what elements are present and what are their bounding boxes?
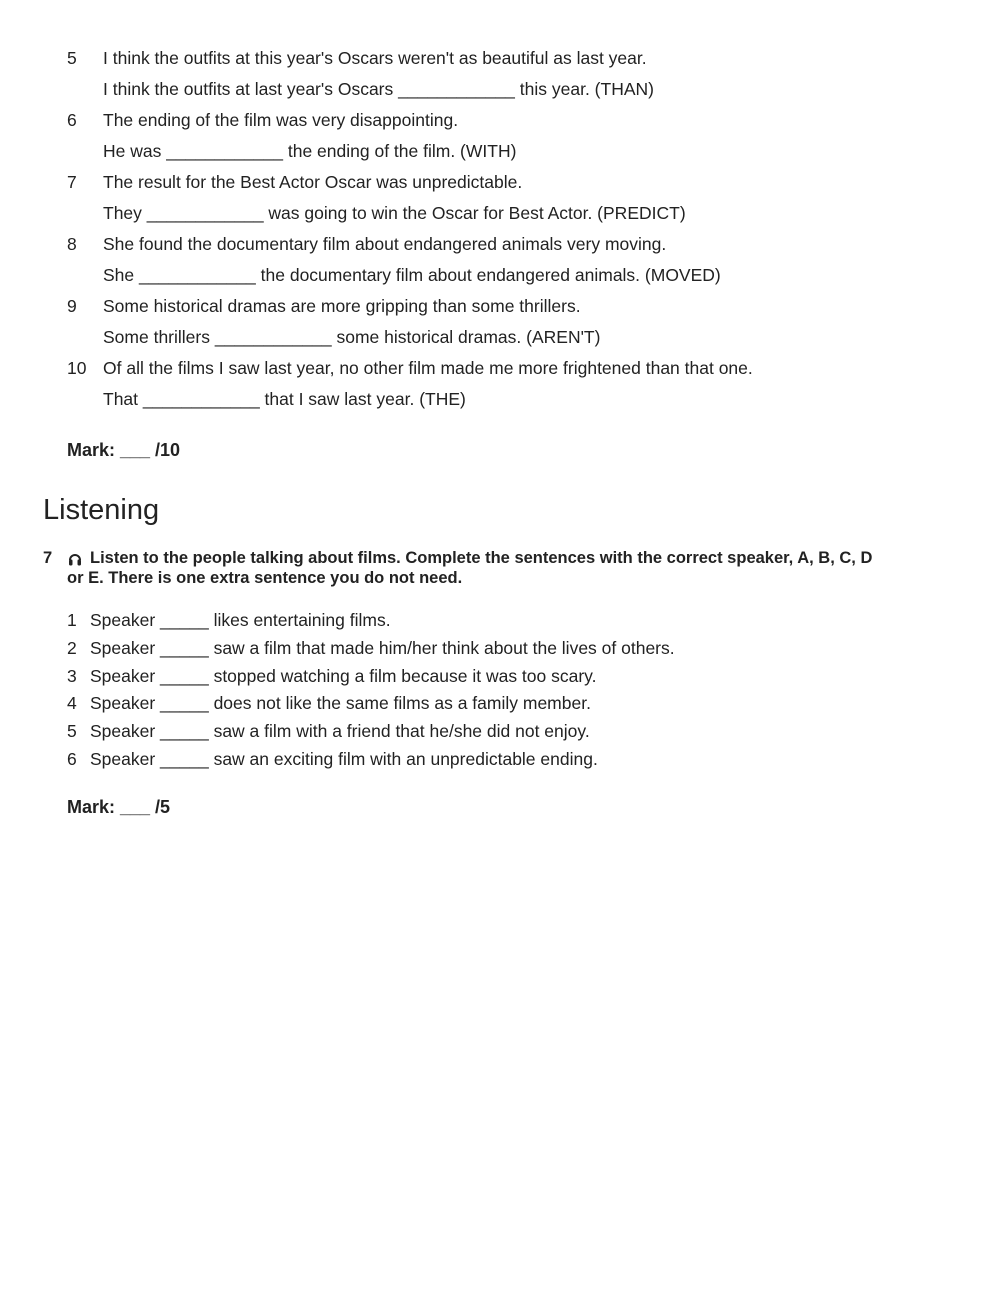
item-number: 7 <box>67 172 77 192</box>
item-number: 5 <box>67 48 77 68</box>
list-item-number: 3 <box>67 666 77 686</box>
original-sentence: She found the documentary film about endangered animals very moving. <box>103 234 667 254</box>
rewrite-sentence: That ____________ that I saw last year. (THE) <box>103 389 466 409</box>
original-sentence: I think the outfits at this year's Oscars weren't as beautiful as last year. <box>103 48 647 68</box>
item-number: 8 <box>67 234 77 254</box>
rewrite-sentence: They ____________ was going to win the Oscar for Best Actor. (PREDICT) <box>103 203 686 223</box>
instruction-line-2: or E. There is one extra sentence you do not need. <box>67 569 463 587</box>
original-sentence: The result for the Best Actor Oscar was unpredictable. <box>103 172 523 192</box>
list-item: Speaker _____ saw a film with a friend that he/she did not enjoy. <box>90 721 590 741</box>
instruction-line-1: Listen to the people talking about films. Complete the sentences with the correct speaker, A, B, C, D <box>90 549 873 567</box>
headphones-icon <box>68 551 82 567</box>
item-number: 9 <box>67 296 77 316</box>
list-item-number: 1 <box>67 610 77 630</box>
section-heading: Listening <box>43 494 160 526</box>
list-item-number: 4 <box>67 693 77 713</box>
list-item-number: 2 <box>67 638 77 658</box>
original-sentence: The ending of the film was very disappointing. <box>103 110 459 130</box>
exercise-number: 7 <box>43 549 53 567</box>
list-item-number: 6 <box>67 749 77 769</box>
list-item: Speaker _____ does not like the same films as a family member. <box>90 693 591 713</box>
list-item: Speaker _____ stopped watching a film because it was too scary. <box>90 666 597 686</box>
item-number: 6 <box>67 110 77 130</box>
list-item-number: 5 <box>67 721 77 741</box>
original-sentence: Some historical dramas are more gripping than some thrillers. <box>103 296 581 316</box>
rewrite-sentence: She ____________ the documentary film about endangered animals. (MOVED) <box>103 265 721 285</box>
list-item: Speaker _____ saw a film that made him/her think about the lives of others. <box>90 638 675 658</box>
mark-score: Mark: ___ /10 <box>67 440 181 460</box>
mark-score: Mark: ___ /5 <box>67 797 171 817</box>
rewrite-sentence: He was ____________ the ending of the film. (WITH) <box>103 141 517 161</box>
item-number: 10 <box>67 358 87 378</box>
list-item: Speaker _____ likes entertaining films. <box>90 610 391 630</box>
list-item: Speaker _____ saw an exciting film with an unpredictable ending. <box>90 749 598 769</box>
rewrite-sentence: I think the outfits at last year's Oscars ____________ this year. (THAN) <box>103 79 654 99</box>
rewrite-sentence: Some thrillers ____________ some historical dramas. (AREN'T) <box>103 327 601 347</box>
original-sentence: Of all the films I saw last year, no other film made me more frightened than that one. <box>103 358 753 378</box>
